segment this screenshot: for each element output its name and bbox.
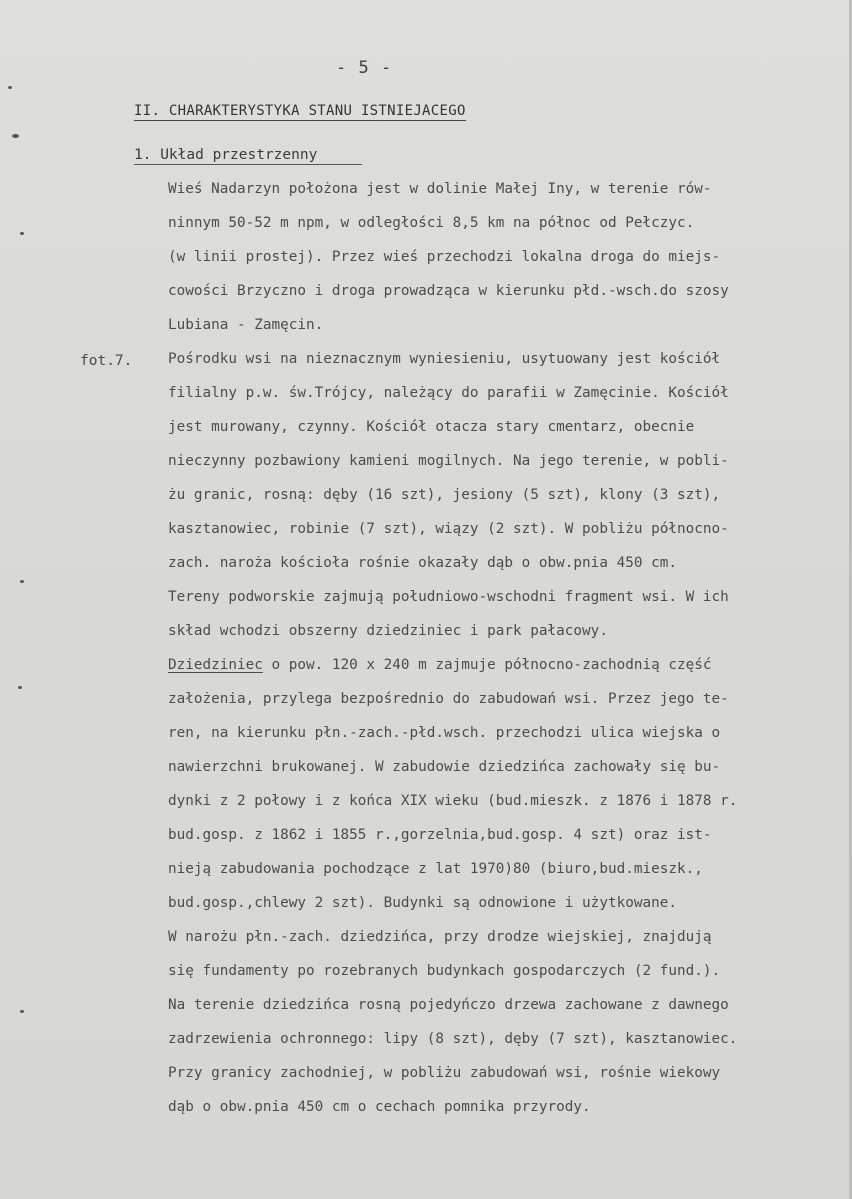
text-line: ren, na kierunku płn.-zach.-płd.wsch. przechodzi ulica wiejska o (168, 725, 721, 741)
text-line: Lubiana - Zamęcin. (168, 317, 324, 333)
scan-speck (20, 1010, 24, 1013)
text-line: bud.gosp. z 1862 i 1855 r.,gorzelnia,bud.gosp. 4 szt) oraz ist- (168, 827, 712, 843)
text-line: kasztanowiec, robinie (7 szt), wiązy (2 szt). W pobliżu północno- (168, 521, 729, 537)
text-line: cowości Brzyczno i droga prowadząca w kierunku płd.-wsch.do szosy (168, 283, 729, 299)
text-line: nieją zabudowania pochodzące z lat 1970)80 (biuro,bud.mieszk., (168, 861, 703, 877)
scan-speck (20, 232, 24, 235)
scan-speck (12, 134, 19, 138)
text-line: dąb o obw.pnia 450 cm o cechach pomnika przyrody. (168, 1099, 591, 1115)
photo-reference-note: fot.7. (80, 353, 133, 369)
text-line: skład wchodzi obszerny dziedziniec i park pałacowy. (168, 623, 608, 639)
text-line: nawierzchni brukowanej. W zabudowie dziedzińca zachowały się bu- (168, 759, 721, 775)
text-line-rest: o pow. 120 x 240 m zajmuje północno-zachodnią część (262, 657, 712, 673)
text-line: jest murowany, czynny. Kościół otacza stary cmentarz, obecnie (168, 419, 695, 435)
scan-speck (8, 86, 12, 89)
text-line: ninnym 50-52 m npm, w odległości 8,5 km na północ od Pełczyc. (168, 215, 695, 231)
text-line: Wieś Nadarzyn położona jest w dolinie Małej Iny, w terenie rów- (168, 181, 712, 197)
text-line: żu granic, rosną: dęby (16 szt), jesiony (5 szt), klony (3 szt), (168, 487, 721, 503)
text-line: filialny p.w. św.Trójcy, należący do parafii w Zamęcinie. Kościół (168, 385, 729, 401)
text-line: nieczynny pozbawiony kamieni mogilnych. Na jego terenie, w pobli- (168, 453, 729, 469)
text-line: Przy granicy zachodniej, w pobliżu zabudowań wsi, rośnie wiekowy (168, 1065, 721, 1081)
text-line: dynki z 2 połowy i z końca XIX wieku (bud.mieszk. z 1876 i 1878 r. (168, 793, 738, 809)
text-line: bud.gosp.,chlewy 2 szt). Budynki są odnowione i użytkowane. (168, 895, 677, 911)
body-text (168, 180, 852, 1132)
text-line-dziedziniec (168, 656, 852, 690)
text-line: (w linii prostej). Przez wieś przechodzi lokalna droga do miejs- (168, 249, 721, 265)
text-line: Na terenie dziedzińca rosną pojedyńczo drzewa zachowane z dawnego (168, 997, 729, 1013)
text-line: zach. naroża kościoła rośnie okazały dąb o obw.pnia 450 cm. (168, 555, 677, 571)
text-line: zadrzewienia ochronnego: lipy (8 szt), dęby (7 szt), kasztanowiec. (168, 1031, 738, 1047)
section-heading: II. CHARAKTERYSTYKA STANU ISTNIEJACEGO (134, 103, 466, 119)
text-line: założenia, przylega bezpośrednio do zabudowań wsi. Przez jego te- (168, 691, 729, 707)
text-line: W narożu płn.-zach. dziedzińca, przy drodze wiejskiej, znajdują (168, 929, 712, 945)
scan-speck (18, 686, 22, 689)
text-line: się fundamenty po rozebranych budynkach gospodarczych (2 fund.). (168, 963, 721, 979)
text-line: Pośrodku wsi na nieznacznym wyniesieniu, usytuowany jest kościół (168, 351, 721, 367)
dziedziniec-heading-word: Dziedziniec (168, 657, 263, 673)
page-number: - 5 - (336, 58, 393, 78)
text-line: Tereny podworskie zajmują południowo-wschodni fragment wsi. W ich (168, 589, 729, 605)
scan-speck (20, 580, 24, 583)
sub-heading: 1. Układ przestrzenny (134, 147, 362, 165)
